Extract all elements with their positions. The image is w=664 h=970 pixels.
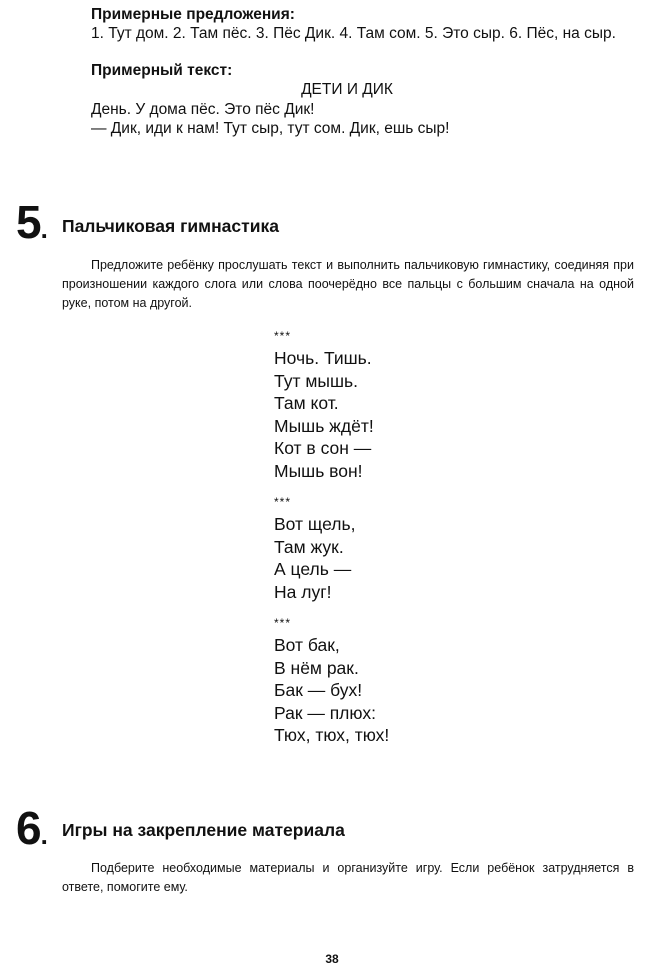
stanza-separator: *** (274, 495, 292, 509)
poem-line: В нём рак. (274, 657, 359, 678)
poem-line: Мышь ждёт! (274, 415, 374, 436)
poem-line: Тюх, тюх, тюх! (274, 725, 390, 745)
poem-line: Мышь вон! (274, 460, 363, 481)
poem-line: Вот щель, (274, 514, 356, 534)
section-6-instruction: Подберите необходимые материалы и организуйте игру. Если ребёнок затрудняется в ответе, помогите ему. (62, 861, 634, 894)
section-5-number-digit: 5 (16, 196, 41, 248)
section-5-title: Пальчиковая гимнастика (62, 216, 279, 236)
finger-gymnastics-poem (274, 325, 389, 747)
poem-line: Там кот. (274, 393, 339, 413)
poem-line: Кот в сон — (274, 438, 372, 458)
poem-line: Бак — бух! (274, 680, 363, 700)
section-5-number (16, 196, 47, 248)
section-6-number-digit: 6 (16, 802, 41, 854)
section-6-title: Игры на закрепление материала (62, 820, 345, 840)
examples-line: 1. Тут дом. 2. Там пёс. 3. Пёс Дик. 4. Там сом. 5. Это сыр. 6. Пёс, на сыр. (91, 25, 616, 42)
section-5-number-dot: . (40, 214, 47, 244)
poem-line: Там жук. (274, 536, 344, 557)
sample-text-heading: Примерный текст: (91, 62, 233, 79)
section-6-number (16, 802, 47, 854)
poem-line: Тут мышь. (274, 370, 358, 391)
story-line: День. У дома пёс. Это пёс Дик! (91, 101, 315, 118)
story-line: — Дик, иди к нам! Тут сыр, тут сом. Дик, ешь сыр! (91, 120, 450, 137)
poem-line: На луг! (274, 581, 332, 602)
poem-line: Ночь. Тишь. (274, 348, 372, 368)
page-number: 38 (325, 952, 339, 966)
section-6-number-dot: . (40, 820, 47, 850)
poem-line: Рак — плюх: (274, 702, 376, 723)
poem-line: Вот бак, (274, 635, 340, 655)
stanza-separator: *** (274, 616, 292, 630)
examples-heading: Примерные предложения: (91, 6, 295, 23)
stanza-separator: *** (274, 329, 292, 343)
section-5-instruction: Предложите ребёнку прослушать текст и выполнить пальчиковую гимнастику, соединяя при произношении каждого слога или слова поочерёдно все пальцы с большим сначала на одной руке, потом на другой. (62, 258, 634, 310)
poem-line: А цель — (274, 559, 352, 579)
story-title: ДЕТИ И ДИК (301, 81, 393, 98)
